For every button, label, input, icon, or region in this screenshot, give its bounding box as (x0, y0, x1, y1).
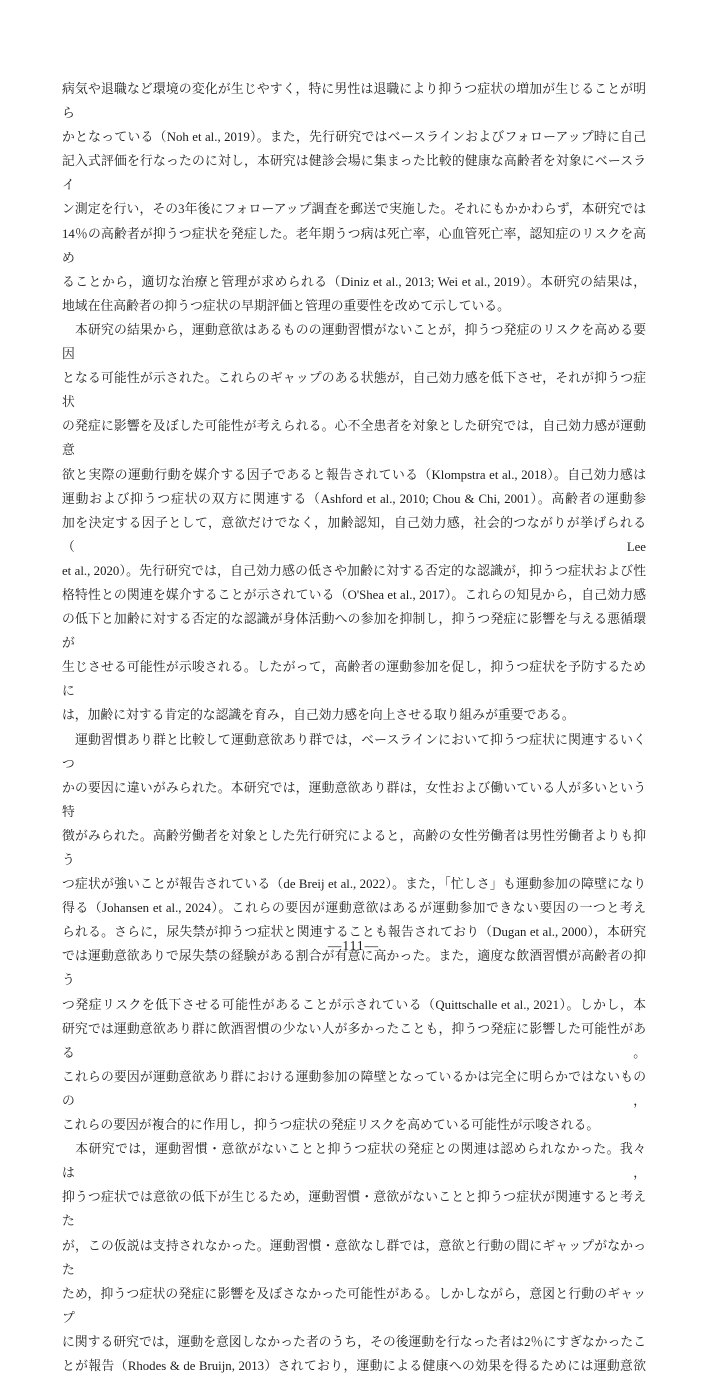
text-line: となる可能性が示された。これらのギャップのある状態が，自己効力感を低下させ，それが抑うつ症状 (62, 371, 646, 410)
text-line: ることから，適切な治療と管理が求められる（Diniz et al., 2013; Wei et al., 2019）。本研究の結果は， (62, 274, 646, 289)
text-line: 欲と実際の運動行動を媒介する因子であると報告されている（Klompstra et al., 2018）。自己効力感は (62, 467, 646, 482)
text-line: かとなっている（Noh et al., 2019）。また，先行研究ではベースラインおよびフォローアップ時に自己 (62, 130, 646, 145)
text-line: に関する研究では，運動を意図しなかった者のうち，その後運動を行なった者は2％にすぎなかったこ (62, 1334, 646, 1349)
text-line: 運動および抑うつ症状の双方に関連する（Ashford et al., 2010; Chou & Chi, 2001）。高齢者の運動参 (62, 491, 646, 506)
text-line: 研究では運動意欲あり群に飲酒習慣の少ない人が多かったことも，抑うつ発症に影響した可能性がある。 (62, 1021, 646, 1060)
text-line: とが報告（Rhodes & de Bruijn, 2013）されており，運動による健康への効果を得るためには運動意欲 (62, 1358, 646, 1373)
text-line: 14％の高齢者が抑うつ症状を発症した。老年期うつ病は死亡率，心血管死亡率，認知症のリスクを高め (62, 226, 646, 265)
text-line: ン測定を行い，その3年後にフォローアップ調査を郵送で実施した。それにもかかわらず，本研究では (62, 202, 646, 217)
text-line: が，この仮説は支持されなかった。運動習慣・意欲なし群では，意欲と行動の間にギャップがなかった (62, 1238, 647, 1277)
text-line: 運動習慣あり群と比較して運動意欲あり群では，ベースラインにおいて抑うつ症状に関連するいくつ (62, 732, 646, 771)
text-line: 抑うつ症状では意欲の低下が生じるため，運動習慣・意欲がないことと抑うつ症状が関連すると考えた (62, 1190, 646, 1229)
text-line: の低下と加齢に対する否定的な認識が身体活動への参加を抑制し，抑うつ発症に影響を与える悪循環が (62, 612, 646, 651)
text-line: ため，抑うつ症状の発症に影響を及ぼさなかった可能性がある。しかしながら，意図と行動のギャップ (62, 1286, 646, 1325)
text-line: は，加齢に対する肯定的な認識を育み，自己効力感を向上させる取り組みが重要である。 (62, 708, 575, 723)
text-line: 本研究では，運動習慣・意欲がないことと抑うつ症状の発症との関連は認められなかった。我々は， (62, 1142, 646, 1181)
text-line: 格特性との関連を媒介することが示されている（O'Shea et al., 2017）。これらの知見から，自己効力感 (62, 587, 646, 602)
text-line: et al., 2020）。先行研究では，自己効力感の低さや加齢に対する否定的な認識が，抑うつ症状および性 (62, 563, 646, 578)
text-line: 病気や退職など環境の変化が生じやすく，特に男性は退職により抑うつ症状の増加が生じることが明ら (62, 82, 646, 121)
body-text (62, 77, 646, 1378)
paragraph (62, 1137, 646, 1378)
paragraph (62, 728, 646, 1138)
text-line: 得る（Johansen et al., 2024）。これらの要因が運動意欲はあるが運動参加できない要因の一つと考え (62, 901, 646, 916)
text-line: 記入式評価を行なったのに対し，本研究は健診会場に集まった比較的健康な高齢者を対象にベースライ (62, 154, 646, 193)
text-line: られる。さらに，尿失禁が抑うつ症状と関連することも報告されており（Dugan et al., 2000），本研究 (62, 925, 646, 940)
page-number: —111— (327, 938, 380, 953)
text-line: 本研究の結果から，運動意欲はあるものの運動習慣がないことが，抑うつ発症のリスクを高める要因 (62, 322, 646, 362)
paragraph (62, 318, 646, 728)
text-line: では運動意欲ありで尿失禁の経験がある割合が有意に高かった。また，適度な飲酒習慣が高齢者の抑う (62, 949, 646, 988)
text-line: 徴がみられた。高齢労働者を対象とした先行研究によると，高齢の女性労働者は男性労働者よりも抑う (62, 828, 646, 867)
text-line: 加を決定する因子として，意欲だけでなく，加齢認知，自己効力感，社会的つながりが挙げられる（Lee (62, 515, 646, 554)
text-line: つ症状が強いことが報告されている（de Breij et al., 2022）。また，「忙しさ」も運動参加の障壁になり (62, 877, 646, 892)
text-line: これらの要因が複合的に作用し，抑うつ症状の発症リスクを高めている可能性が示唆される。 (62, 1118, 600, 1133)
text-line: つ発症リスクを低下させる可能性があることが示されている（Quittschalle et al., 2021）。しかし，本 (62, 997, 646, 1012)
text-line: これらの要因が運動意欲あり群における運動参加の障壁となっているかは完全に明らかではないものの， (62, 1069, 646, 1108)
text-line: かの要因に違いがみられた。本研究では，運動意欲あり群は，女性および働いている人が多いという特 (62, 780, 646, 819)
text-line: 生じさせる可能性が示唆される。したがって，高齢者の運動参加を促し，抑うつ症状を予防するために (62, 660, 646, 699)
paragraph (62, 77, 646, 318)
text-line: 地域在住高齢者の抑うつ症状の早期評価と管理の重要性を改めて示している。 (62, 298, 510, 313)
text-line: の発症に影響を及ぼした可能性が考えられる。心不全患者を対象とした研究では，自己効力感が運動意 (62, 419, 646, 458)
